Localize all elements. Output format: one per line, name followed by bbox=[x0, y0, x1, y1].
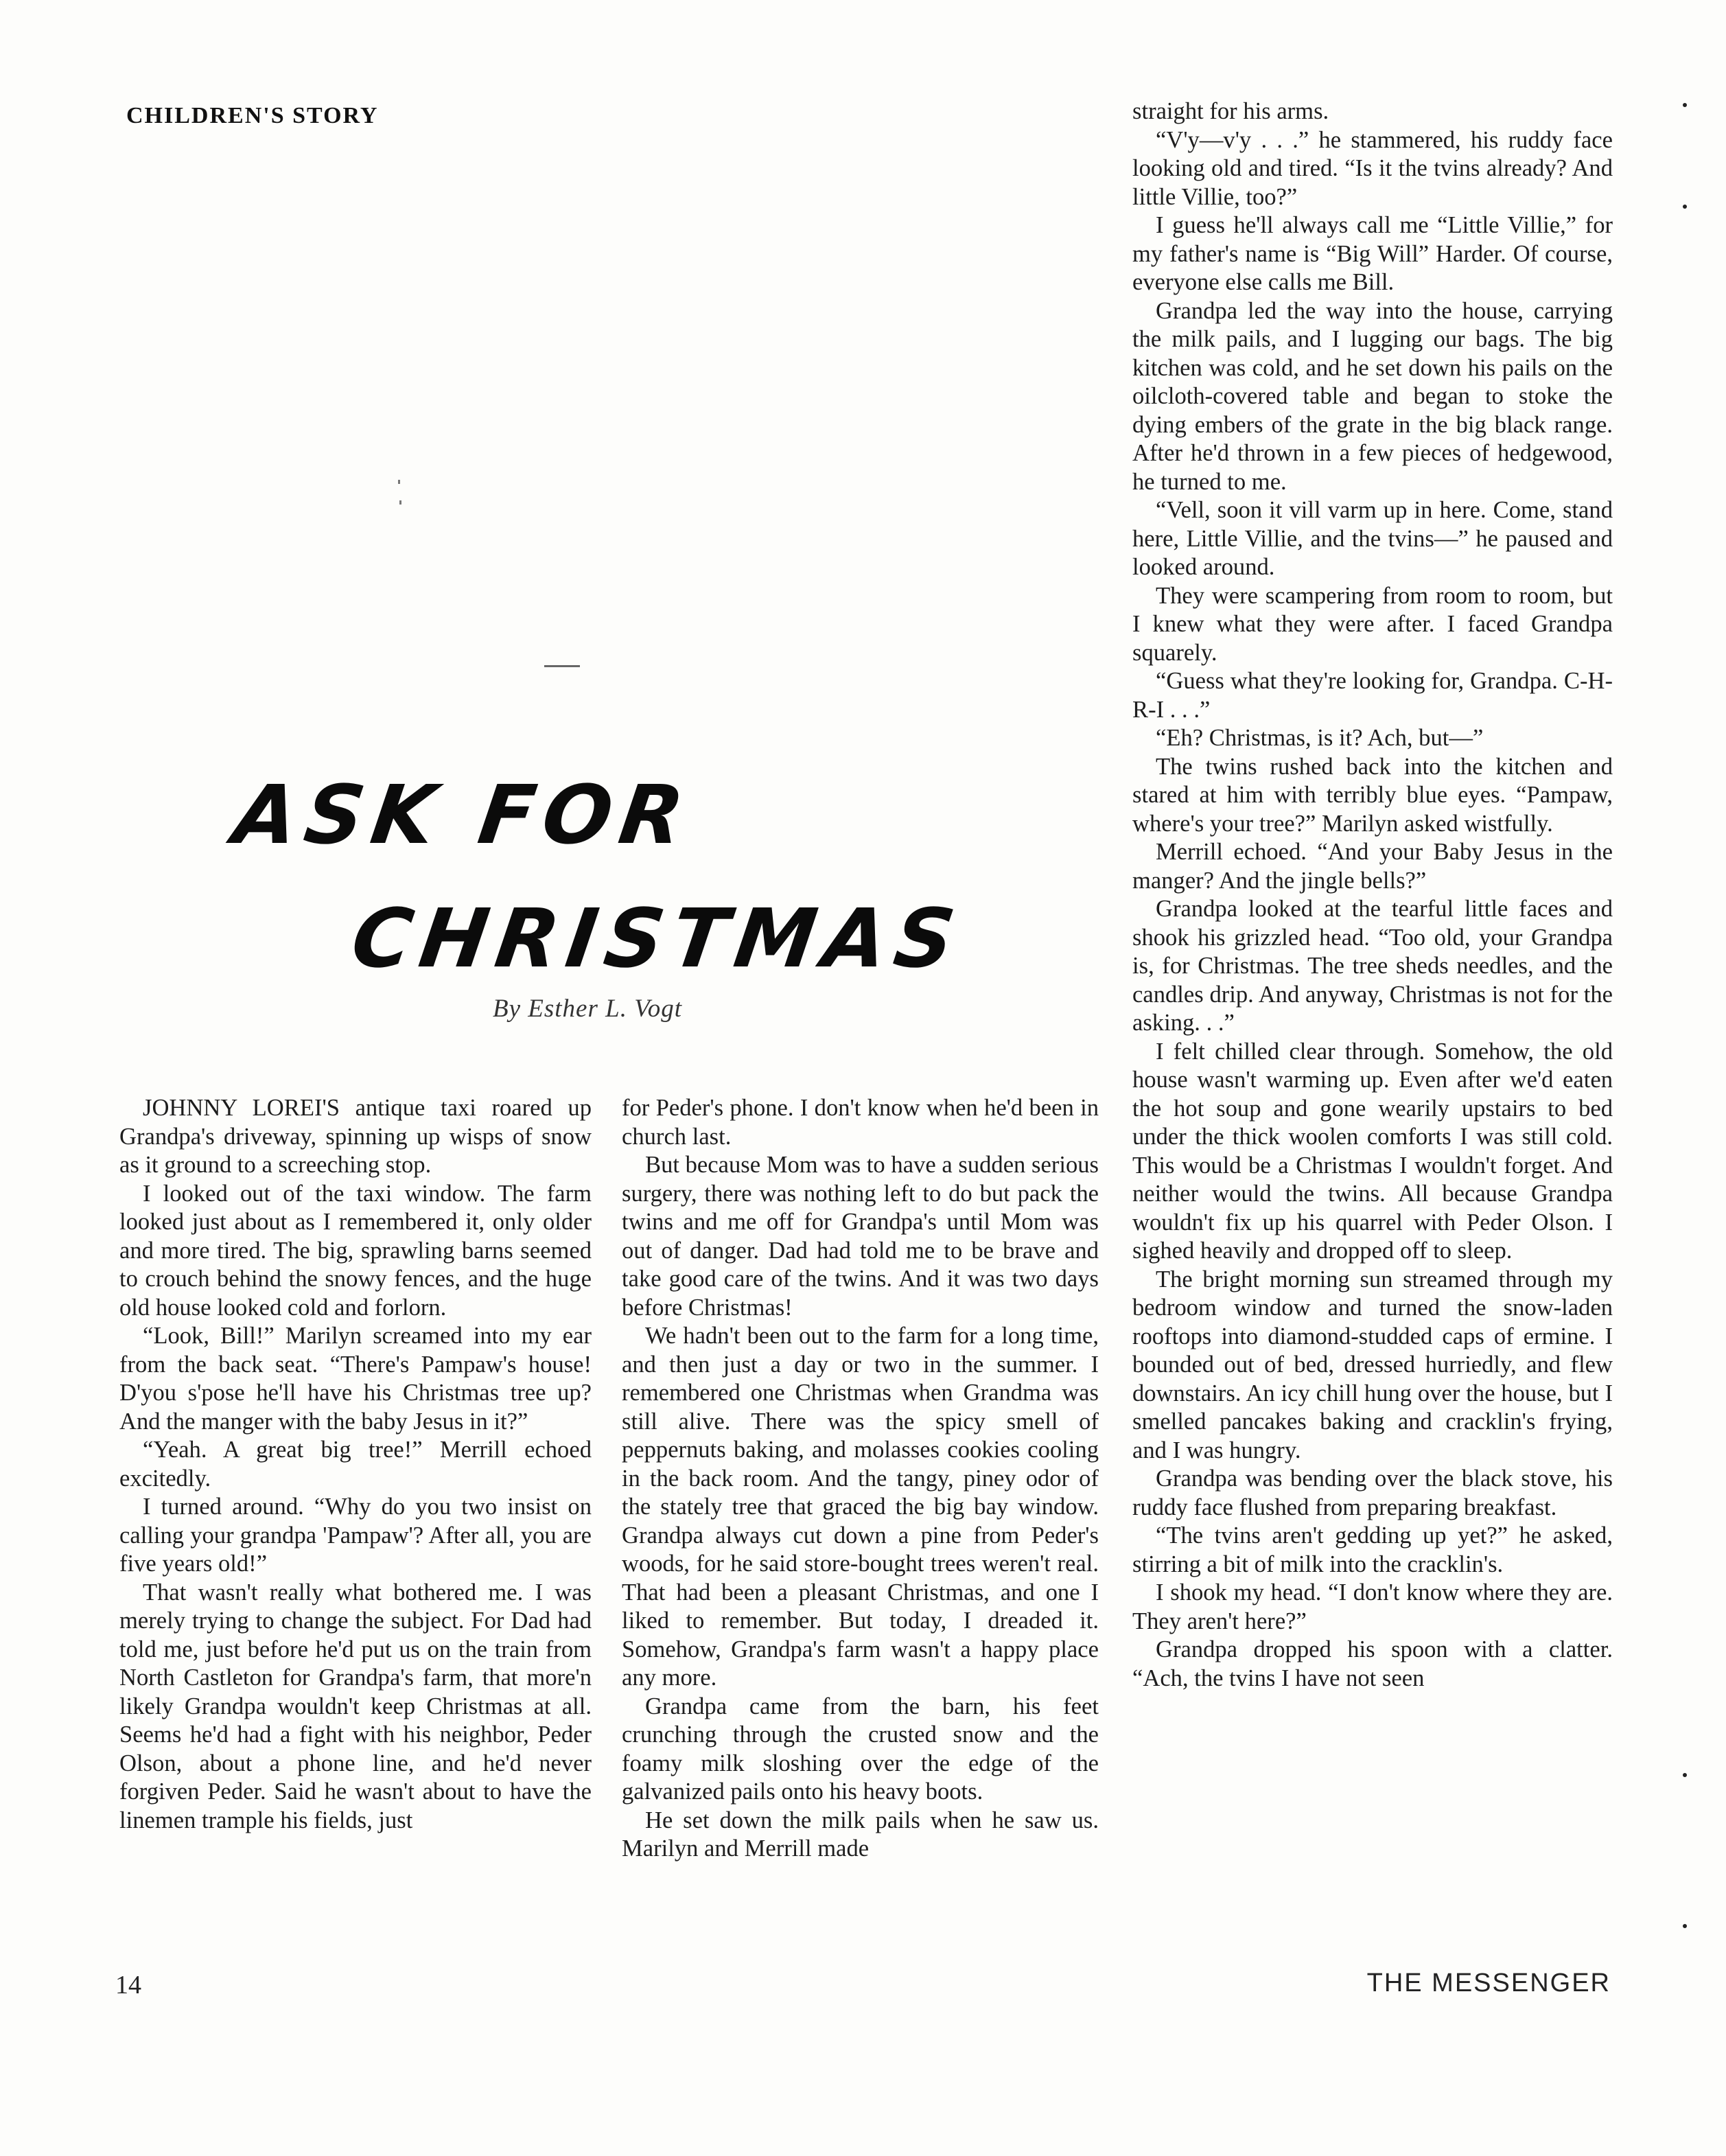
margin-mark bbox=[1683, 205, 1687, 209]
section-label: CHILDREN'S STORY bbox=[126, 103, 379, 128]
paragraph: “V'y—v'y . . .” he stammered, his ruddy face looking old and tired. “Is it the tvins already? And little Villie, too?” bbox=[1132, 126, 1613, 210]
paragraph-continued: for Peder's phone. I don't know when he'd been in church last. bbox=[622, 1095, 1099, 1150]
paragraph: I looked out of the taxi window. The farm looked just about as I remembered it, only older and more tired. The big, sprawling barns seemed to crouch behind the snowy fences, and the huge old house looked cold and forlorn. bbox=[119, 1180, 592, 1321]
paragraph: He set down the milk pails when he saw us. Marilyn and Merrill made bbox=[622, 1807, 1099, 1862]
margin-mark bbox=[1683, 1924, 1687, 1928]
margin-mark bbox=[1683, 103, 1687, 107]
paragraph: I guess he'll always call me “Little Villie,” for my father's name is “Big Will” Harder. Of course, everyone else calls me Bill. bbox=[1132, 212, 1613, 295]
paragraph: “Look, Bill!” Marilyn screamed into my ear from the back seat. “There's Pampaw's house! D'you s'pose he'll have his Christmas tree up? And the manger with the baby Jesus in it?” bbox=[119, 1323, 592, 1435]
margin-mark bbox=[1683, 1773, 1687, 1777]
paragraph: Grandpa dropped his spoon with a clatter. “Ach, the tvins I have not seen bbox=[1132, 1636, 1613, 1691]
text-column-3 bbox=[1132, 97, 1613, 1693]
magazine-name: THE MESSENGER bbox=[1366, 1969, 1611, 1997]
page-number: 14 bbox=[115, 1971, 141, 1999]
paragraph: I shook my head. “I don't know where they are. They aren't here?” bbox=[1132, 1579, 1613, 1634]
paragraph: “Yeah. A great big tree!” Merrill echoed excitedly. bbox=[119, 1437, 592, 1492]
paragraph: Merrill echoed. “And your Baby Jesus in the manger? And the jingle bells?” bbox=[1132, 839, 1613, 894]
story-title-line-1: ASK FOR bbox=[228, 767, 698, 862]
paragraph: Grandpa led the way into the house, carrying the milk pails, and I lugging our bags. The big kitchen was cold, and he set down his pails on the oilcloth-covered table and began to stoke the dying embers of the grate in the big black range. After he'd thrown in a few pieces of hedgewood, he turned to me. bbox=[1132, 297, 1613, 495]
paragraph: “The tvins aren't gedding up yet?” he asked, stirring a bit of milk into the cracklin's. bbox=[1132, 1522, 1613, 1577]
paragraph: “Eh? Christmas, is it? Ach, but—” bbox=[1156, 725, 1484, 751]
paragraph: JOHNNY LOREI'S antique taxi roared up Grandpa's driveway, spinning up wisps of snow as it ground to a screeching stop. bbox=[119, 1095, 592, 1178]
paragraph-continued: straight for his arms. bbox=[1132, 98, 1329, 124]
paragraph: I felt chilled clear through. Somehow, the old house wasn't warming up. Even after we'd eaten the hot soup and gone wearily upstairs to bed under the thick woolen comforts I was still cold. This would be a Christmas I wouldn't forget. And neither would the twins. All because Grandpa wouldn't fix up his quarrel with Peder Olson. I sighed heavily and dropped off to sleep. bbox=[1132, 1038, 1613, 1264]
paragraph: The twins rushed back into the kitchen and stared at him with terribly blue eyes. “Pampaw, where's your tree?” Marilyn asked wistfully. bbox=[1132, 753, 1613, 837]
print-speck bbox=[398, 480, 400, 484]
byline: By Esther L. Vogt bbox=[493, 995, 682, 1023]
paragraph: “Vell, soon it vill varm up in here. Come, stand here, Little Villie, and the tvins—” he paused and looked around. bbox=[1132, 497, 1613, 580]
story-title-line-2: CHRISTMAS bbox=[346, 891, 969, 986]
text-column-1 bbox=[119, 1094, 592, 1835]
paragraph: That wasn't really what bothered me. I was merely trying to change the subject. For Dad had told me, just before he'd put us on the train from North Castleton for Grandpa's farm, that more'n likely Grandpa wouldn't keep Christmas at all. Seems he'd had a fight with his neighbor, Peder Olson, about a phone line, and he'd never forgiven Peder. Said he wasn't about to have the linemen trample his fields, just bbox=[119, 1579, 592, 1833]
paragraph: They were scampering from room to room, but I knew what they were after. I faced Grandpa squarely. bbox=[1132, 582, 1613, 666]
paragraph: “Guess what they're looking for, Grandpa. C-H-R-I . . .” bbox=[1132, 668, 1613, 723]
print-speck bbox=[399, 500, 401, 505]
paragraph: I turned around. “Why do you two insist on calling your grandpa 'Pampaw'? After all, you are five years old!” bbox=[119, 1494, 592, 1577]
paragraph: But because Mom was to have a sudden serious surgery, there was nothing left to do but pack the twins and me off for Grandpa's until Mom was out of danger. Dad had told me to be brave and take good care of the twins. And it was two days before Christmas! bbox=[622, 1152, 1099, 1321]
paragraph: Grandpa came from the barn, his feet crunching through the crusted snow and the foamy milk sloshing over the edge of the galvanized pails onto his heavy boots. bbox=[622, 1693, 1099, 1805]
print-dash bbox=[544, 665, 580, 667]
text-column-2 bbox=[622, 1094, 1099, 1864]
paragraph: Grandpa was bending over the black stove, his ruddy face flushed from preparing breakfast. bbox=[1132, 1465, 1613, 1520]
paragraph: We hadn't been out to the farm for a long time, and then just a day or two in the summer. I remembered one Christmas when Grandma was still alive. There was the spicy smell of peppernuts baking, and molasses cookies cooling in the back room. And the tangy, piney odor of the stately tree that graced the big bay window. Grandpa always cut down a pine from Peder's woods, for he said store-bought trees weren't real. That had been a pleasant Christmas, and one I liked to remember. But today, I dreaded it. Somehow, Grandpa's farm wasn't a happy place any more. bbox=[622, 1323, 1099, 1691]
paragraph: The bright morning sun streamed through my bedroom window and turned the snow-laden rooftops into diamond-studded caps of ermine. I bounded out of bed, dressed hurriedly, and flew downstairs. An icy chill hung over the house, but I smelled pancakes baking and cracklin's frying, and I was hungry. bbox=[1132, 1266, 1613, 1463]
paragraph: Grandpa looked at the tearful little faces and shook his grizzled head. “Too old, your Grandpa is, for Christmas. The tree sheds needles, and the candles drip. And anyway, Christmas is not for the asking. . .” bbox=[1132, 896, 1613, 1036]
